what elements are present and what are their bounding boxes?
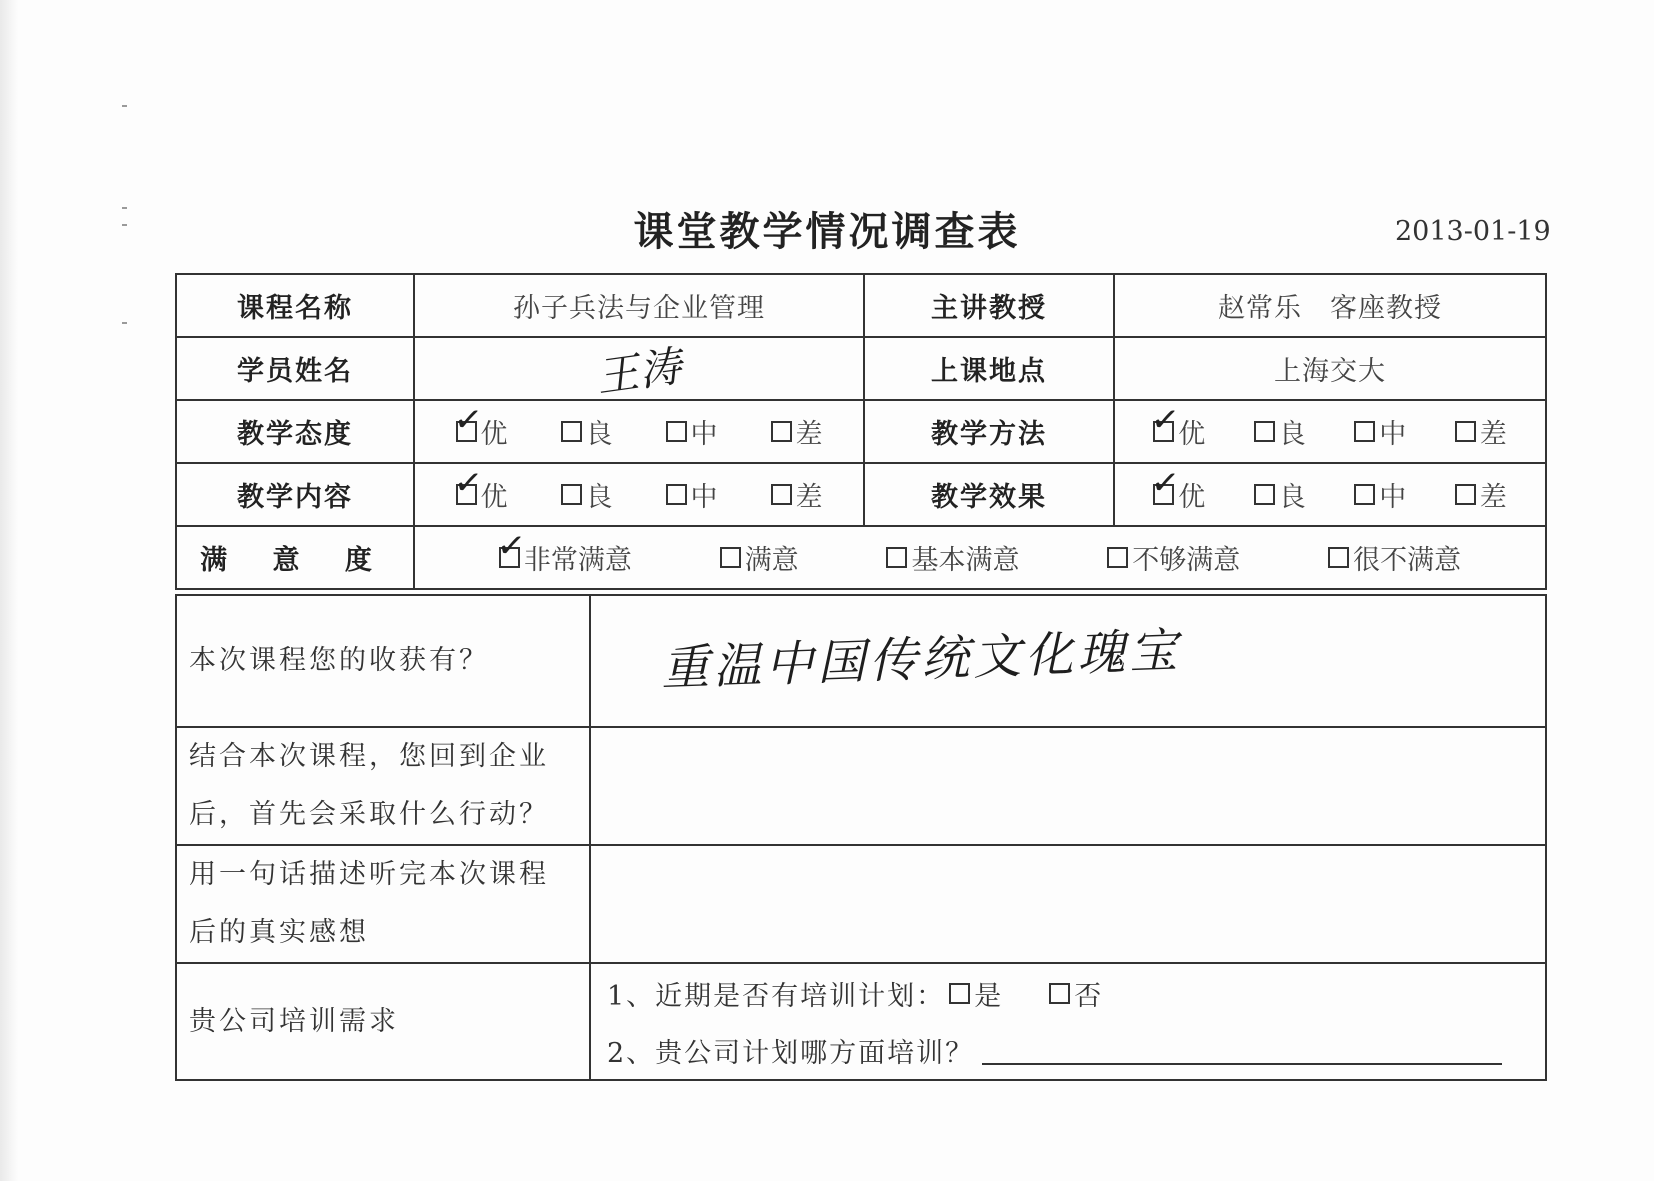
gain-answer: 重温中国传统文化瑰宝 — [660, 622, 1182, 697]
training-label: 贵公司培训需求 — [176, 963, 590, 1080]
checkbox-icon — [720, 547, 741, 568]
satisfaction-label: 满 意 度 — [176, 526, 414, 589]
satisfaction-option-basically-satisfied[interactable]: 基本满意 — [886, 538, 1019, 577]
action-row — [176, 727, 1546, 845]
satisfaction-options — [414, 526, 1546, 589]
checkbox-icon — [666, 421, 687, 442]
gain-answer-field[interactable] — [590, 595, 1546, 727]
feeling-question-line1: 用一句话描述听完本次课程 — [189, 859, 549, 890]
checkbox-icon — [456, 484, 477, 505]
training-plan-no[interactable]: 否 — [1049, 974, 1101, 1013]
content-option-fair[interactable]: 中 — [666, 475, 718, 514]
action-question-line2: 后，首先会采取什么行动？ — [189, 799, 549, 830]
checkbox-icon — [666, 484, 687, 505]
content-option-good[interactable]: 良 — [561, 475, 613, 514]
checkbox-icon — [1153, 421, 1174, 442]
checkbox-icon — [1049, 983, 1070, 1004]
student-signature: 王涛 — [593, 340, 686, 402]
checkbox-icon — [1254, 421, 1275, 442]
method-options — [1114, 400, 1546, 463]
content-option-poor[interactable]: 差 — [771, 475, 823, 514]
gain-row — [176, 595, 1546, 727]
scan-speck — [122, 322, 127, 324]
student-label: 学员姓名 — [176, 337, 414, 400]
attitude-option-fair[interactable]: 中 — [666, 412, 718, 451]
checkbox-icon — [949, 983, 970, 1004]
checkbox-icon — [1328, 547, 1349, 568]
checkbox-icon — [561, 421, 582, 442]
action-answer-field[interactable] — [590, 727, 1546, 845]
check-mark-icon: ✓ — [451, 461, 485, 505]
checkbox-icon — [1153, 484, 1174, 505]
satisfaction-option-not-satisfied[interactable]: 不够满意 — [1107, 538, 1240, 577]
training-plan-yes[interactable]: 是 — [949, 974, 1001, 1013]
method-option-poor[interactable]: 差 — [1455, 412, 1507, 451]
checkbox-icon — [1354, 421, 1375, 442]
training-area-question: 2、贵公司计划哪方面培训？ — [607, 1037, 975, 1069]
training-plan-line — [591, 965, 1545, 1022]
rating-row-1 — [176, 400, 1546, 463]
gain-question: 本次课程您的收获有？ — [176, 595, 590, 727]
rating-row-2 — [176, 463, 1546, 526]
professor-label: 主讲教授 — [864, 274, 1114, 337]
effect-option-poor[interactable]: 差 — [1455, 475, 1507, 514]
professor-value[interactable]: 赵常乐 客座教授 — [1114, 274, 1546, 337]
feeling-answer-field[interactable] — [590, 845, 1546, 963]
training-plan-question: 1、近期是否有培训计划： — [607, 980, 946, 1012]
form-date: 2013-01-19 — [1395, 216, 1551, 247]
checkbox-icon — [1107, 547, 1128, 568]
attitude-options — [414, 400, 864, 463]
course-value[interactable]: 孙子兵法与企业管理 — [414, 274, 864, 337]
satisfaction-option-very-satisfied[interactable]: ✓ 非常满意 — [494, 524, 632, 576]
checkbox-icon — [1455, 484, 1476, 505]
method-option-good[interactable]: 良 — [1254, 412, 1306, 451]
training-area-line — [591, 1022, 1545, 1079]
satisfaction-option-very-unsatisfied[interactable]: 很不满意 — [1328, 538, 1461, 577]
checkbox-icon — [499, 547, 520, 568]
location-value[interactable]: 上海交大 — [1114, 337, 1546, 400]
content-options — [414, 463, 864, 526]
info-grid — [175, 273, 1547, 590]
check-mark-icon: ✓ — [451, 398, 485, 442]
course-row — [176, 274, 1546, 337]
effect-option-excellent[interactable]: ✓ 优 — [1149, 461, 1206, 513]
checkbox-icon — [456, 421, 477, 442]
course-label: 课程名称 — [176, 274, 414, 337]
feeling-question — [176, 845, 590, 963]
method-option-excellent[interactable]: ✓ 优 — [1149, 398, 1206, 450]
student-row — [176, 337, 1546, 400]
checkbox-icon — [1254, 484, 1275, 505]
satisfaction-option-satisfied[interactable]: 满意 — [720, 538, 799, 577]
check-mark-icon: ✓ — [1149, 461, 1182, 505]
checkbox-icon — [771, 421, 792, 442]
scan-speck — [122, 105, 127, 107]
feeling-question-line2: 后的真实感想 — [189, 917, 369, 948]
action-question — [176, 727, 590, 845]
check-mark-icon: ✓ — [494, 524, 528, 568]
attitude-option-poor[interactable]: 差 — [771, 412, 823, 451]
action-question-line1: 结合本次课程，您回到企业 — [189, 741, 549, 772]
feeling-row — [176, 845, 1546, 963]
location-label: 上课地点 — [864, 337, 1114, 400]
effect-label: 教学效果 — [864, 463, 1114, 526]
effect-option-good[interactable]: 良 — [1254, 475, 1306, 514]
feedback-grid — [175, 594, 1547, 1081]
training-answers — [590, 963, 1546, 1080]
effect-options — [1114, 463, 1546, 526]
attitude-option-good[interactable]: 良 — [561, 412, 613, 451]
attitude-label: 教学态度 — [176, 400, 414, 463]
scan-edge — [0, 0, 18, 1181]
attitude-option-excellent[interactable]: ✓ 优 — [451, 398, 508, 450]
checkbox-icon — [561, 484, 582, 505]
checkbox-icon — [886, 547, 907, 568]
checkbox-icon — [771, 484, 792, 505]
training-area-input[interactable] — [982, 1035, 1502, 1065]
checkbox-icon — [1455, 421, 1476, 442]
content-label: 教学内容 — [176, 463, 414, 526]
method-label: 教学方法 — [864, 400, 1114, 463]
training-row — [176, 963, 1546, 1080]
content-option-excellent[interactable]: ✓ 优 — [451, 461, 508, 513]
method-option-fair[interactable]: 中 — [1354, 412, 1406, 451]
student-signature-field[interactable] — [414, 337, 864, 400]
check-mark-icon: ✓ — [1149, 398, 1182, 442]
satisfaction-row — [176, 526, 1546, 589]
form-title: 课堂教学情况调查表 — [633, 209, 1021, 255]
effect-option-fair[interactable]: 中 — [1354, 475, 1406, 514]
checkbox-icon — [1354, 484, 1375, 505]
